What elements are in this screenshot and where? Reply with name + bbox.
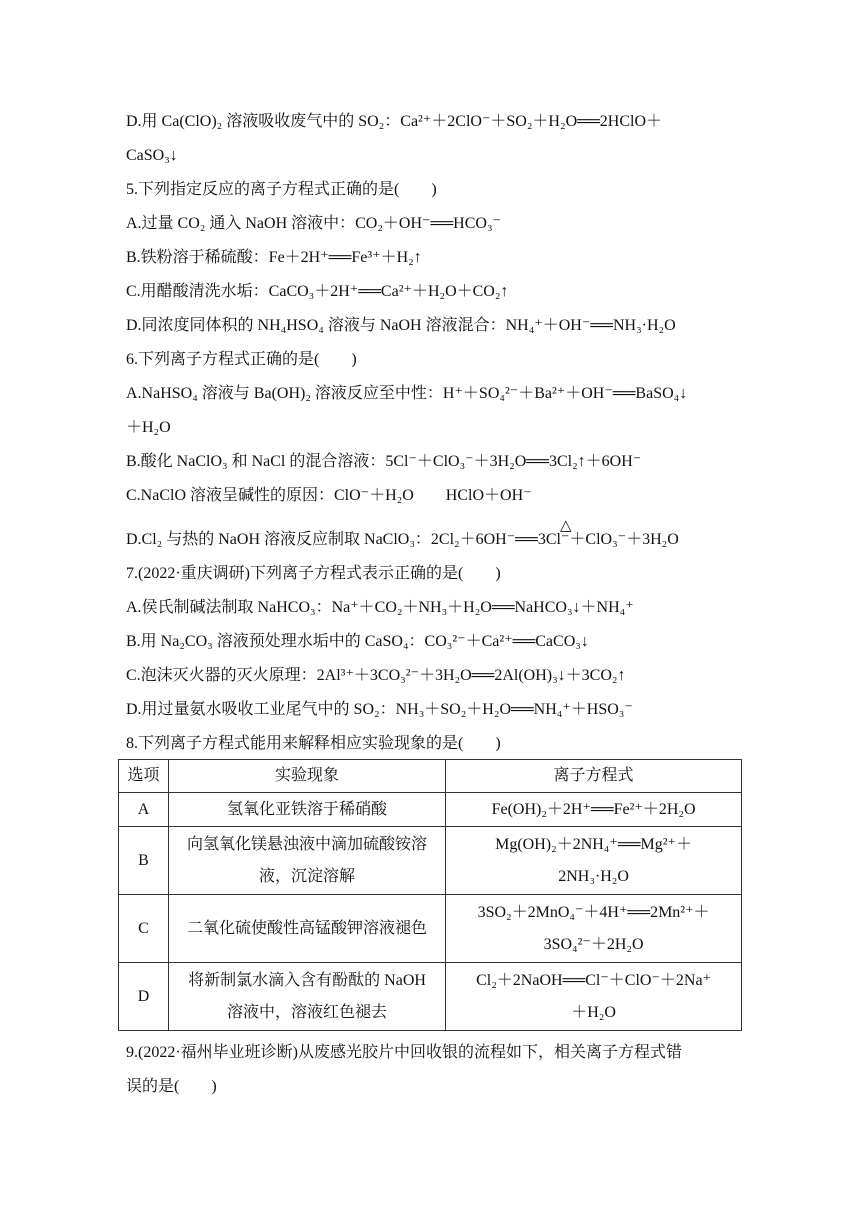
q6-option-b: B.酸化 NaClO₃ 和 NaCl 的混合溶液：5Cl⁻＋ClO₃⁻＋3H₂O══3Cl₂↑＋6OH⁻ <box>126 453 642 470</box>
q6-stem: 6.下列离子方程式正确的是( ) <box>126 351 357 368</box>
phenomenon-line: 将新制氯水滴入含有酚酞的 NaOH <box>188 971 426 989</box>
q9-stem-line2: 误的是( ) <box>126 1078 217 1095</box>
q5-option-b: B.铁粉溶于稀硫酸：Fe＋2H⁺══Fe³⁺＋H₂↑ <box>126 249 422 266</box>
row-option: A <box>119 793 169 827</box>
q7-option-d: D.用过量氨水吸收工业尾气中的 SO₂：NH₃＋SO₂＋H₂O══NH₄⁺＋HSO₃⁻ <box>126 701 633 718</box>
row-option: B <box>119 827 169 895</box>
header-equation: 离子方程式 <box>446 760 742 793</box>
row-phenomenon <box>169 827 446 895</box>
row-equation <box>446 895 742 963</box>
header-option: 选项 <box>119 760 169 793</box>
row-equation <box>446 827 742 895</box>
q7-option-a: A.侯氏制碱法制取 NaHCO₃：Na⁺＋CO₂＋NH₃＋H₂O══NaHCO₃↓＋NH₄⁺ <box>126 599 634 616</box>
q9-stem-line1: 9.(2022·福州毕业班诊断)从废感光胶片中回收银的流程如下，相关离子方程式错 <box>126 1044 682 1061</box>
row-phenomenon: 二氧化硫使酸性高锰酸钾溶液褪色 <box>169 895 446 963</box>
row-phenomenon: 氢氧化亚铁溶于稀硝酸 <box>169 793 446 827</box>
row-equation <box>446 963 742 1031</box>
q7-stem: 7.(2022·重庆调研)下列离子方程式表示正确的是( ) <box>126 565 501 582</box>
equation-line: 3SO₂＋2MnO₄⁻＋4H⁺══2Mn²⁺＋ <box>477 903 710 921</box>
equation-line: 2NH₃·H₂O <box>558 867 629 885</box>
q7-option-c: C.泡沫灭火器的灭火原理：2Al³⁺＋3CO₃²⁻＋3H₂O══2Al(OH)₃↓＋3CO₂↑ <box>126 667 626 684</box>
q5-option-c: C.用醋酸清洗水垢：CaCO₃＋2H⁺══Ca²⁺＋H₂O＋CO₂↑ <box>126 283 509 300</box>
q6-option-a-line1: A.NaHSO₄ 溶液与 Ba(OH)₂ 溶液反应至中性：H⁺＋SO₄²⁻＋Ba²⁺＋OH⁻══BaSO₄↓ <box>126 385 688 402</box>
table-row <box>119 963 742 1031</box>
q5-stem: 5.下列指定反应的离子方程式正确的是( ) <box>126 181 437 198</box>
q6-option-c: C.NaClO 溶液呈碱性的原因：ClO⁻＋H₂O HClO＋OH⁻ <box>126 487 532 504</box>
phenomenon-line: 溶液中，溶液红色褪去 <box>227 1003 388 1021</box>
table-header-row <box>119 760 742 793</box>
q5-option-a: A.过量 CO₂ 通入 NaOH 溶液中：CO₂＋OH⁻══HCO₃⁻ <box>126 215 501 232</box>
q6-option-d: D.Cl₂ 与热的 NaOH 溶液反应制取 NaClO₃：2Cl₂＋6OH⁻══3Cl⁻＋ClO₃⁻＋3H₂O <box>126 531 679 548</box>
equation-line: Mg(OH)₂＋2NH₄⁺══Mg²⁺＋ <box>495 835 692 853</box>
heat-symbol: △ <box>560 518 572 534</box>
phenomenon-line: 液，沉淀溶解 <box>259 867 356 885</box>
table-row <box>119 895 742 963</box>
row-option: D <box>119 963 169 1031</box>
table-row <box>119 793 742 827</box>
q4-option-d-line2: CaSO₃↓ <box>126 147 178 164</box>
equation-line: 3SO₄²⁻＋2H₂O <box>543 935 644 953</box>
table-row <box>119 827 742 895</box>
equation-line: ＋H₂O <box>571 1003 616 1021</box>
phenomenon-line: 向氢氧化镁悬浊液中滴加硫酸铵溶 <box>187 835 428 853</box>
q4-option-d-line1: D.用 Ca(ClO)₂ 溶液吸收废气中的 SO₂：Ca²⁺＋2ClO⁻＋SO₂＋H₂O══2HClO＋ <box>126 113 663 130</box>
q7-option-b: B.用 Na₂CO₃ 溶液预处理水垢中的 CaSO₄：CO₃²⁻＋Ca²⁺══CaCO₃↓ <box>126 633 589 650</box>
q5-option-d: D.同浓度同体积的 NH₄HSO₄ 溶液与 NaOH 溶液混合：NH₄⁺＋OH⁻══NH₃·H₂O <box>126 317 676 334</box>
row-equation: Fe(OH)₂＋2H⁺══Fe²⁺＋2H₂O <box>446 793 742 827</box>
row-option: C <box>119 895 169 963</box>
q6-option-a-line2: ＋H₂O <box>126 419 171 436</box>
q8-stem: 8.下列离子方程式能用来解释相应实验现象的是( ) <box>126 735 501 752</box>
row-phenomenon <box>169 963 446 1031</box>
equation-line: Cl₂＋2NaOH══Cl⁻＋ClO⁻＋2Na⁺ <box>476 971 712 989</box>
header-phenomenon: 实验现象 <box>169 760 446 793</box>
options-table <box>118 759 742 1031</box>
